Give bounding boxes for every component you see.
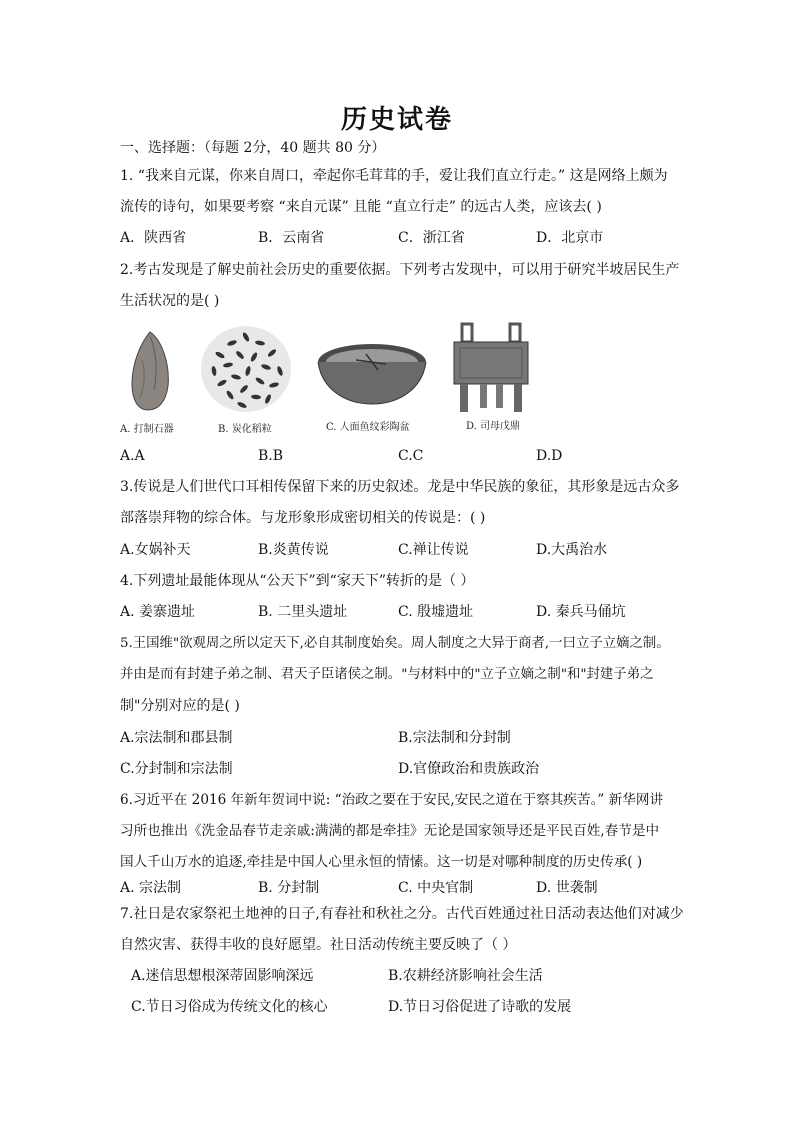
- q1-stem-line2: 流传的诗句，如果要考察 “来自元谋” 且能 “直立行走” 的远古人类，应该去( ): [120, 199, 602, 215]
- page-title: 历史试卷: [340, 105, 453, 135]
- q5-option-d[interactable]: D.官僚政治和贵族政治: [398, 761, 540, 777]
- q6-option-c[interactable]: C. 中央官制: [398, 880, 474, 896]
- painted-pottery-basin-image: [316, 340, 428, 406]
- q3-option-a[interactable]: A.女娲补天: [120, 542, 191, 558]
- q5-stem-line2: 并由是而有封建子弟之制、君天子臣诸侯之制。"与材料中的"立子立嫡之制"和"封建子弟之: [120, 667, 654, 682]
- q2-option-a[interactable]: A.A: [120, 448, 145, 464]
- bronze-ding-image: [450, 322, 532, 414]
- q2-stem-line2: 生活状况的是( ): [120, 293, 220, 309]
- q6-option-b[interactable]: B. 分封制: [258, 880, 320, 896]
- q5-option-a[interactable]: A.宗法制和郡县制: [120, 730, 233, 746]
- q2-option-c[interactable]: C.C: [398, 448, 424, 464]
- q5-stem-line3: 制"分别对应的是( ): [120, 698, 240, 714]
- q1-option-d[interactable]: D．北京市: [536, 230, 604, 246]
- q4-option-b[interactable]: B. 二里头遗址: [258, 604, 348, 620]
- q4-option-d[interactable]: D. 秦兵马俑坑: [536, 604, 626, 620]
- q3-option-d[interactable]: D.大禹治水: [536, 542, 608, 558]
- q2-caption-d: D. 司母戊鼎: [466, 421, 521, 432]
- q7-option-b[interactable]: B.农耕经济影响社会生活: [388, 968, 543, 984]
- q6-stem-line1: 6.习近平在 2016 年新年贺词中说: “治政之要在于安民,安民之道在于察其疾苦。” 新华网讲: [120, 792, 664, 808]
- q7-stem-line2: 自然灾害、获得丰收的良好愿望。社日活动传统主要反映了（ ）: [120, 937, 517, 953]
- section-heading: 一、选择题：（每题 2分，40 题共 80 分）: [120, 140, 386, 156]
- q7-option-c[interactable]: C.节日习俗成为传统文化的核心: [131, 999, 328, 1015]
- q2-option-b[interactable]: B.B: [258, 448, 284, 464]
- stone-tool-image: [128, 330, 172, 412]
- q4-option-a[interactable]: A. 姜寨遗址: [120, 604, 196, 620]
- q2-option-d[interactable]: D.D: [536, 448, 563, 464]
- q1-option-c[interactable]: C．浙江省: [398, 230, 465, 246]
- q1-option-a[interactable]: A．陕西省: [120, 230, 187, 246]
- q6-option-d[interactable]: D. 世袭制: [536, 880, 598, 896]
- q3-option-b[interactable]: B.炎黄传说: [258, 542, 329, 558]
- q2-caption-c: C. 人面鱼纹彩陶盆: [326, 422, 410, 433]
- q3-option-c[interactable]: C.禅让传说: [398, 542, 469, 558]
- q6-option-a[interactable]: A. 宗法制: [120, 880, 182, 896]
- rice-grains-image: [200, 325, 292, 413]
- q4-option-c[interactable]: C. 殷墟遗址: [398, 604, 474, 620]
- q3-stem-line1: 3.传说是人们世代口耳相传保留下来的历史叙述。龙是中华民族的象征，其形象是远古众多: [120, 479, 680, 495]
- q1-option-b[interactable]: B．云南省: [258, 230, 325, 246]
- q4-stem-line1: 4.下列遗址最能体现从“公天下”到“家天下”转折的是（ ）: [120, 573, 475, 589]
- q5-option-b[interactable]: B.宗法制和分封制: [398, 730, 511, 746]
- q6-stem-line3: 国人千山万水的追逐,牵挂是中国人心里永恒的情愫。这一切是对哪种制度的历史传承( ): [120, 854, 643, 870]
- q7-option-d[interactable]: D.节日习俗促进了诗歌的发展: [388, 999, 572, 1015]
- q2-caption-b: B. 炭化稻粒: [218, 424, 272, 435]
- q5-option-c[interactable]: C.分封制和宗法制: [120, 761, 233, 777]
- q2-stem-line1: 2.考古发现是了解史前社会历史的重要依据。下列考古发现中，可以用于研究半坡居民生产: [120, 262, 680, 278]
- q2-caption-a: A. 打制石器: [120, 424, 174, 435]
- q7-stem-line1: 7.社日是农家祭祀土地神的日子,有春社和秋社之分。古代百姓通过社日活动表达他们对减少: [120, 906, 684, 922]
- q1-stem-line1: 1. “我来自元谋，你来自周口，牵起你毛茸茸的手，爱让我们直立行走。” 这是网络上颇为: [120, 168, 668, 184]
- q5-stem-line1: 5.王国维"欲观周之所以定天下,必自其制度始矣。周人制度之大异于商者,一曰立子立嫡之制。: [120, 636, 670, 651]
- q7-option-a[interactable]: A.迷信思想根深蒂固影响深远: [131, 968, 314, 984]
- q3-stem-line2: 部落崇拜物的综合体。与龙形象形成密切相关的传说是：( ): [120, 510, 486, 526]
- q6-stem-line2: 习所也推出《洗金品春节走亲戚:满满的都是牵挂》无论是国家领导还是平民百姓,春节是中: [120, 823, 660, 839]
